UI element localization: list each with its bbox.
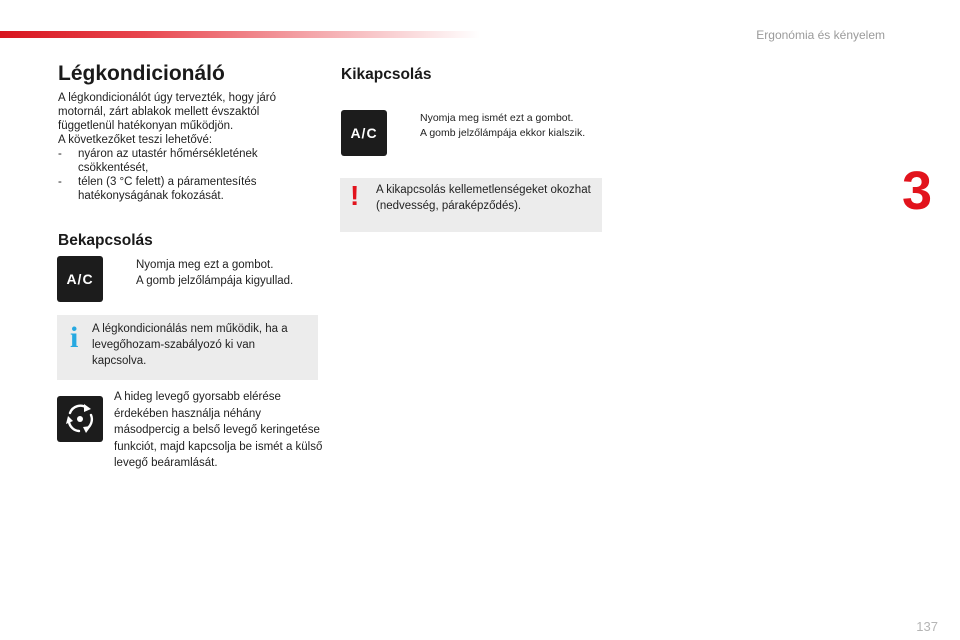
page-number: 137 (916, 619, 938, 634)
section-title: Légkondicionáló (58, 62, 225, 85)
list-item (58, 175, 318, 203)
ac-button-label: A/C (350, 125, 378, 141)
ac-button-icon (57, 256, 103, 302)
warning-icon: ! (350, 180, 360, 211)
ac-button-label: A/C (66, 271, 94, 287)
info-text: A légkondicionálás nem működik, ha a levegőhozam-szabályozó ki van kapcsolva. (92, 323, 288, 367)
step-item (114, 257, 314, 289)
intro-line: függetlenül hatékonyan működjön. (58, 120, 234, 132)
intro-text (58, 91, 318, 203)
on-step-line1: Nyomja meg ezt a gombot. (136, 259, 274, 271)
header-accent-bar (0, 31, 480, 38)
off-step-line1: Nyomja meg ismét ezt a gombot. (420, 112, 574, 124)
step-item (398, 111, 608, 141)
intro-line: A légkondicionálót úgy tervezték, hogy járó (58, 92, 276, 104)
ac-button-icon (341, 110, 387, 156)
on-step (114, 257, 314, 289)
chapter-number: 3 (902, 161, 933, 221)
info-box (57, 315, 318, 380)
subsection-title-on: Bekapcsolás (58, 232, 153, 249)
info-icon: i (70, 321, 79, 354)
recirculation-text: A hideg levegő gyorsabb elérése érdekében használja néhány másodpercig a belső levegő keringetése funkciót, majd kapcsolja be ismét a külső levegő beáramlását. (114, 391, 323, 469)
list-marker: - (58, 148, 62, 160)
on-step-line2: A gomb jelzőlámpája kigyullad. (136, 275, 294, 287)
intro-line: A következőket teszi lehetővé: (58, 134, 213, 146)
off-step (398, 111, 608, 141)
list-item (58, 147, 318, 175)
list-item-text: télen (3 °C felett) a páramentesítés hatékonyságának fokozását. (78, 176, 257, 202)
intro-line: motornál, zárt ablakok mellett évszaktól (58, 106, 260, 118)
off-step-line2: A gomb jelzőlámpája ekkor kialszik. (420, 127, 586, 139)
warning-text: A kikapcsolás kellemetlenségeket okozhat (nedvesség, páraképződés). (376, 184, 591, 212)
list-item-text: nyáron az utastér hőmérsékletének csökkentését, (78, 148, 258, 174)
list-marker: - (58, 176, 62, 188)
subsection-title-off: Kikapcsolás (341, 66, 432, 83)
chapter-title: Ergonómia és kényelem (756, 28, 885, 42)
air-recirculation-icon (57, 396, 103, 442)
warning-box (340, 178, 602, 232)
